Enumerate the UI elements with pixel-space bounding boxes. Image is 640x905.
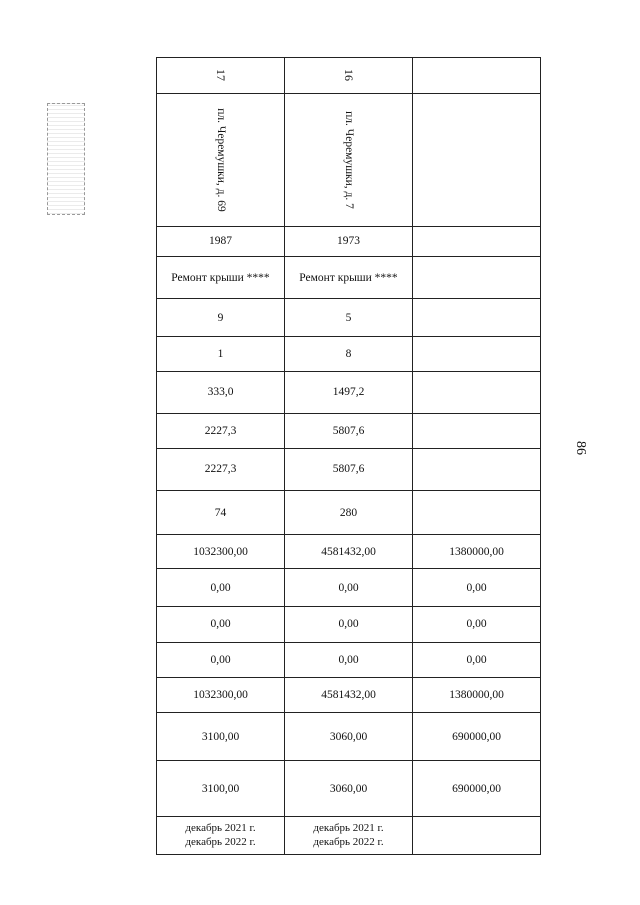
table-cell: [413, 606, 541, 642]
cell-value: 5: [345, 311, 352, 324]
table-cell: [413, 299, 541, 337]
page-number: 86: [573, 441, 588, 455]
cell-value: 0,00: [466, 653, 487, 666]
cell-value: 1380000,00: [449, 689, 504, 702]
cell-value: 1380000,00: [449, 545, 504, 558]
table-cell: [285, 761, 413, 816]
cell-value: 4581432,00: [321, 689, 376, 702]
cell-value: 0,00: [338, 581, 359, 594]
table-cell: [413, 713, 541, 761]
row-number: 17: [213, 69, 228, 82]
table-cell: [157, 606, 285, 642]
date-line: декабрь 2022 г.: [185, 836, 256, 849]
table-cell: [285, 448, 413, 490]
table-cell: [285, 58, 413, 94]
cell-value: 3100,00: [201, 730, 240, 743]
row-number: 16: [341, 69, 356, 82]
cell-value: 5807,6: [332, 463, 365, 476]
cell-value: 690000,00: [452, 782, 501, 795]
cell-value: Ремонт крыши ****: [299, 271, 398, 284]
table-row: [157, 448, 541, 490]
cell-value: 0,00: [466, 618, 487, 631]
table-cell: [157, 337, 285, 371]
table-cell: [157, 677, 285, 712]
table-cell: [157, 713, 285, 761]
cell-value: 0,00: [210, 618, 231, 631]
table-cell: [285, 816, 413, 854]
table-cell: [285, 299, 413, 337]
table-cell: [157, 761, 285, 816]
cell-value: 0,00: [338, 618, 359, 631]
table-cell: [157, 94, 285, 227]
table-row: [157, 535, 541, 569]
table-cell: [157, 413, 285, 448]
cell-value: 690000,00: [452, 730, 501, 743]
table-cell: [157, 642, 285, 677]
table-cell: [413, 761, 541, 816]
table-cell: [157, 371, 285, 413]
table-row: [157, 713, 541, 761]
table-row: [157, 94, 541, 227]
table-row: [157, 299, 541, 337]
table-cell: [285, 569, 413, 606]
table-cell: [157, 535, 285, 569]
table-row: [157, 413, 541, 448]
table-cell: [157, 256, 285, 298]
table-cell: [413, 816, 541, 854]
cell-value: 0,00: [466, 581, 487, 594]
stamp-icon: [47, 103, 85, 215]
table-cell: [285, 226, 413, 256]
table-cell: [285, 535, 413, 569]
table-row: [157, 606, 541, 642]
cell-value: 1497,2: [332, 386, 365, 399]
table-cell: [413, 535, 541, 569]
date-line: декабрь 2021 г.: [185, 822, 256, 835]
table-row: [157, 677, 541, 712]
table-cell: [285, 642, 413, 677]
table-row: [157, 642, 541, 677]
table-row: [157, 226, 541, 256]
table-cell: [157, 816, 285, 854]
cell-value: 4581432,00: [321, 545, 376, 558]
data-table: [156, 57, 541, 855]
table-row: [157, 337, 541, 371]
table-cell: [285, 606, 413, 642]
address-text: пл. Черемушки, д. 7: [342, 111, 355, 209]
table-cell: [285, 256, 413, 298]
cell-value: 9: [217, 311, 224, 324]
table-row: [157, 491, 541, 535]
cell-value: 1987: [209, 235, 232, 248]
table-cell: [285, 713, 413, 761]
table-cell: [157, 299, 285, 337]
cell-value: 1032300,00: [193, 545, 248, 558]
table-cell: [413, 94, 541, 227]
cell-value: 74: [214, 506, 227, 519]
cell-value: 1032300,00: [193, 689, 248, 702]
table-cell: [285, 94, 413, 227]
date-line: декабрь 2022 г.: [313, 836, 384, 849]
cell-value: 2227,3: [204, 463, 237, 476]
table-cell: [285, 337, 413, 371]
table-row: [157, 371, 541, 413]
table-cell: [157, 491, 285, 535]
table-cell: [285, 413, 413, 448]
cell-value: 0,00: [210, 653, 231, 666]
table-cell: [157, 58, 285, 94]
cell-value: 3060,00: [329, 730, 368, 743]
table-cell: [285, 371, 413, 413]
table-cell: [413, 337, 541, 371]
table-cell: [285, 491, 413, 535]
table-cell: [413, 448, 541, 490]
cell-value: 333,0: [207, 386, 234, 399]
table-cell: [413, 677, 541, 712]
table-row: [157, 256, 541, 298]
cell-value: 5807,6: [332, 424, 365, 437]
address-text: пл. Черемушки, д. 69: [214, 108, 227, 212]
cell-value: 0,00: [338, 653, 359, 666]
table-row: [157, 569, 541, 606]
table-cell: [413, 58, 541, 94]
cell-value: 8: [345, 347, 352, 360]
table-cell: [413, 413, 541, 448]
date-line: декабрь 2021 г.: [313, 822, 384, 835]
cell-value: 2227,3: [204, 424, 237, 437]
table-row: [157, 58, 541, 94]
cell-value: 0,00: [210, 581, 231, 594]
cell-value: 280: [339, 506, 358, 519]
cell-value: 1973: [337, 235, 360, 248]
table-cell: [285, 677, 413, 712]
cell-value: 3060,00: [329, 782, 368, 795]
table-cell: [157, 226, 285, 256]
table-cell: [413, 256, 541, 298]
table-cell: [157, 448, 285, 490]
table-cell: [157, 569, 285, 606]
table-cell: [413, 642, 541, 677]
table-cell: [413, 569, 541, 606]
table-cell: [413, 371, 541, 413]
cell-value: 1: [217, 347, 224, 360]
table-cell: [413, 491, 541, 535]
cell-value: 3100,00: [201, 782, 240, 795]
table-row: [157, 761, 541, 816]
table-row: [157, 816, 541, 854]
cell-value: Ремонт крыши ****: [171, 271, 270, 284]
table-cell: [413, 226, 541, 256]
